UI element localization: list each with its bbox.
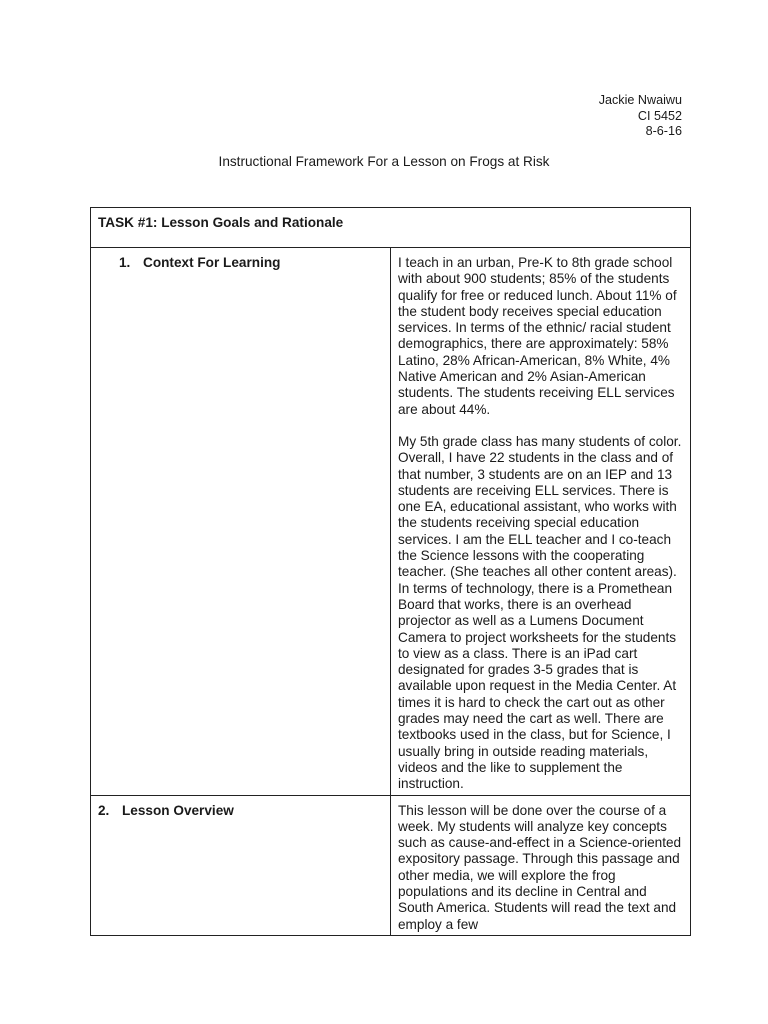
row-label-cell: [91, 248, 391, 796]
row-content-cell: [391, 248, 691, 796]
task-heading: TASK #1: Lesson Goals and Rationale: [98, 215, 344, 230]
row-content-cell: [391, 795, 691, 935]
table-row: [91, 248, 691, 796]
table-row: [91, 795, 691, 935]
row-label-text: Lesson Overview: [122, 802, 234, 818]
framework-table: [90, 207, 691, 936]
row-label-text: Context For Learning: [143, 255, 281, 270]
task-header-cell: [91, 208, 691, 248]
row-label: [91, 796, 390, 819]
content-paragraph: I teach in an urban, Pre-K to 8th grade school with about 900 students; 85% of the students qualify for free or reduced lunch. About 11% of the student body receives special education services. In terms of the ethnic/ racial student demographics, there are approximately: 58% Latino, 28% African-American, 8% White, 4% Native American and 2% Asian-American students. The students receiving ELL services are about 44%.: [398, 255, 677, 417]
task-header-row: [91, 208, 691, 248]
row-number: 1.: [119, 255, 131, 270]
row-label-cell: [91, 795, 391, 935]
content-paragraph: My 5th grade class has many students of color. Overall, I have 22 students in the class and of that number, 3 students are on an IEP and 13 students are receiving ELL services. There is one EA, educational assistant, who works with the students receiving special education services. I am the ELL teacher and I co-teach the Science lessons with the cooperating teacher. (She teaches all other content areas). In terms of technology, there is a Promethean Board that works, there is an overhead projector as well as a Lumens Document Camera to project worksheets for the students to view as a class. There is an iPad cart designated for grades 3-5 grades that is available upon request in the Media Center. At times it is hard to check the cart out as other grades may need the cart as well. There are textbooks used in the class, but for Science, I usually bring in outside reading materials, videos and the like to supplement the instruction.: [398, 433, 682, 792]
author-header: [599, 93, 682, 140]
document-title: Instructional Framework For a Lesson on Frogs at Risk: [218, 154, 550, 169]
author-name: Jackie Nwaiwu: [598, 93, 682, 107]
row-label: [91, 248, 390, 271]
document-date: 8-6-16: [645, 124, 682, 138]
row-number: 2.: [98, 802, 110, 818]
content-paragraph: This lesson will be done over the course of a week. My students will analyze key concepts such as cause-and-effect in a Science-oriented expository passage. Through this passage and other media, we will explore the frog populations and its decline in Central and South America. Students will read the text and employ a few: [398, 802, 682, 932]
course-code: CI 5452: [637, 108, 682, 123]
